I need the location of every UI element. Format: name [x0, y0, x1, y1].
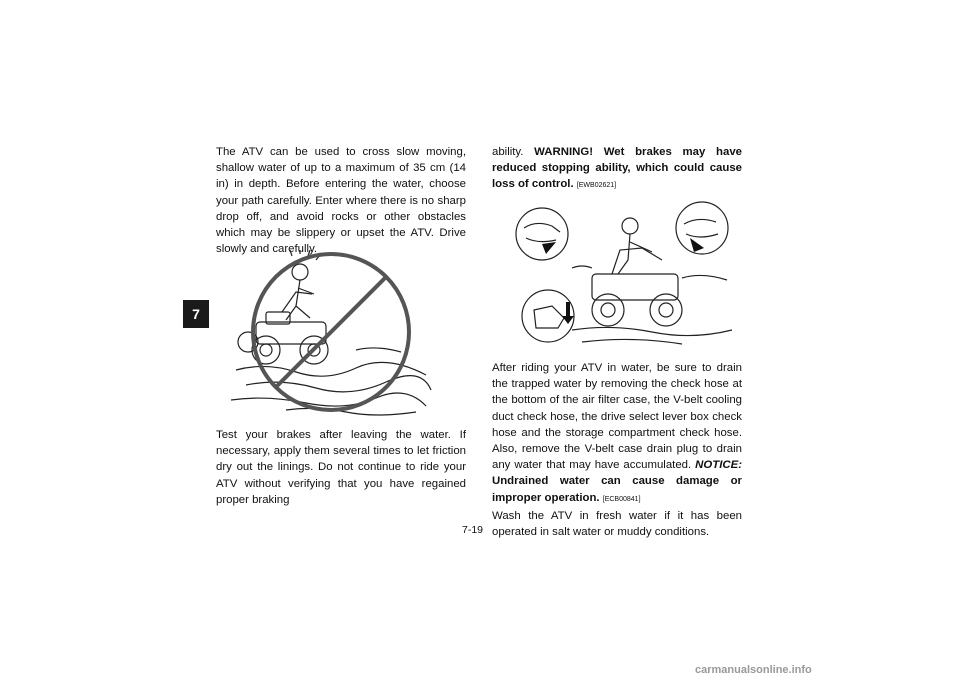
prohibited-water-riding-illustration	[226, 250, 436, 420]
continued-text: ability.	[492, 146, 524, 158]
notice-code: [ECB00841]	[602, 495, 641, 503]
test-brakes-paragraph: Test your brakes after leaving the water. If necessary, apply them several times to let friction dry out the linings. Do not continue to ride your ATV without verifying that you have regained proper braking	[216, 429, 466, 506]
wash-atv-paragraph: Wash the ATV in fresh water if it has been operated in salt water or muddy conditions.	[492, 509, 742, 539]
chapter-tab: 7	[183, 300, 209, 328]
brake-drying-illustration	[512, 198, 734, 348]
water-crossing-paragraph: The ATV can be used to cross slow moving, shallow water of up to a maximum of 35 cm (14 in) in depth. Before entering the water, choose your path carefully. Enter where there is no sharp drop off, and avoid rocks or other obstacles which may be slippery or upset the ATV. Drive slowly and carefully.	[216, 146, 466, 256]
notice-text: Undrained water can cause damage or improper operation.	[492, 475, 742, 504]
right-column-bottom	[492, 360, 742, 540]
page-number: 7-19	[462, 524, 484, 536]
warning-code: [EWB02621]	[576, 182, 617, 190]
drain-water-paragraph: After riding your ATV in water, be sure to drain the trapped water by removing the check hose at the bottom of the air filter case, the V-belt cooling duct check hose, the drive select lever box check hose and the storage compartment check hose. Also, remove the V-belt case drain plug to drain any water that may have accumulated.	[492, 362, 742, 472]
wet-brakes-warning: WARNING! Wet brakes may have reduced stopping ability, which could cause loss of control.	[492, 146, 743, 191]
notice-label: NOTICE:	[695, 459, 742, 472]
left-column	[216, 144, 466, 257]
right-column-top	[492, 144, 742, 195]
footer-watermark: carmanualsonline.info	[695, 664, 812, 676]
